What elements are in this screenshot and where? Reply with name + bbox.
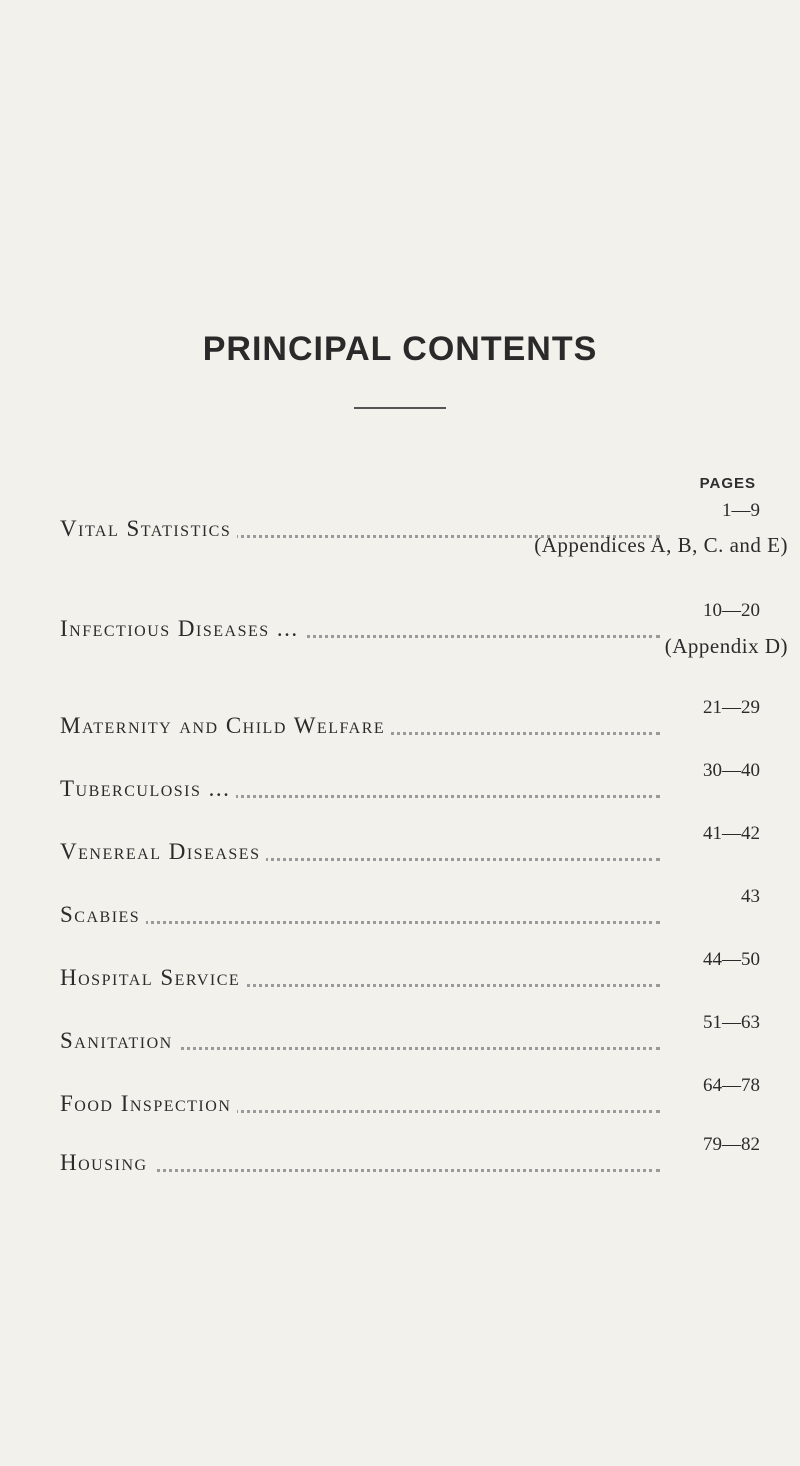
entry-title: Tuberculosis ...: [60, 776, 236, 802]
entry-title: Maternity and Child Welfare: [60, 713, 391, 739]
entry-pages: 43: [741, 886, 760, 907]
entry-note: (Appendix D): [664, 634, 788, 658]
title-divider: [354, 407, 446, 409]
entry-pages: 79—82: [703, 1134, 760, 1155]
contents-entry-food-inspection: [60, 1075, 780, 1135]
contents-entry-tuberculosis: [60, 760, 780, 820]
entry-title: Sanitation: [60, 1028, 179, 1054]
contents-entry-sanitation: [60, 1012, 780, 1072]
entry-pages: 51—63: [703, 1012, 760, 1033]
pages-column-header: PAGES: [699, 475, 756, 492]
entry-title: Food Inspection: [60, 1091, 237, 1117]
entry-note: (Appendices A, B, C. and E): [534, 533, 788, 557]
entry-pages: 30—40: [703, 760, 760, 781]
entry-pages: 1—9: [722, 500, 760, 521]
entry-title: Scabies: [60, 902, 146, 928]
contents-entry-maternity-child-welfare: [60, 697, 780, 757]
entry-title: Hospital Service: [60, 965, 246, 991]
entry-title: Vital Statistics: [60, 516, 237, 542]
contents-entry-venereal-diseases: [60, 823, 780, 883]
entry-title: Infectious Diseases ...: [60, 616, 305, 642]
contents-entry-housing: [60, 1134, 780, 1194]
entry-pages: 10—20: [703, 600, 760, 621]
entry-pages: 21—29: [703, 697, 760, 718]
contents-entry-scabies: [60, 886, 780, 946]
entry-pages: 64—78: [703, 1075, 760, 1096]
entry-title: Housing: [60, 1150, 154, 1176]
entry-pages: 41—42: [703, 823, 760, 844]
entry-pages: 44—50: [703, 949, 760, 970]
page-title: PRINCIPAL CONTENTS: [202, 330, 598, 368]
entry-title: Venereal Diseases: [60, 839, 266, 865]
dot-leader: [60, 921, 660, 924]
contents-entry-hospital-service: [60, 949, 780, 1009]
